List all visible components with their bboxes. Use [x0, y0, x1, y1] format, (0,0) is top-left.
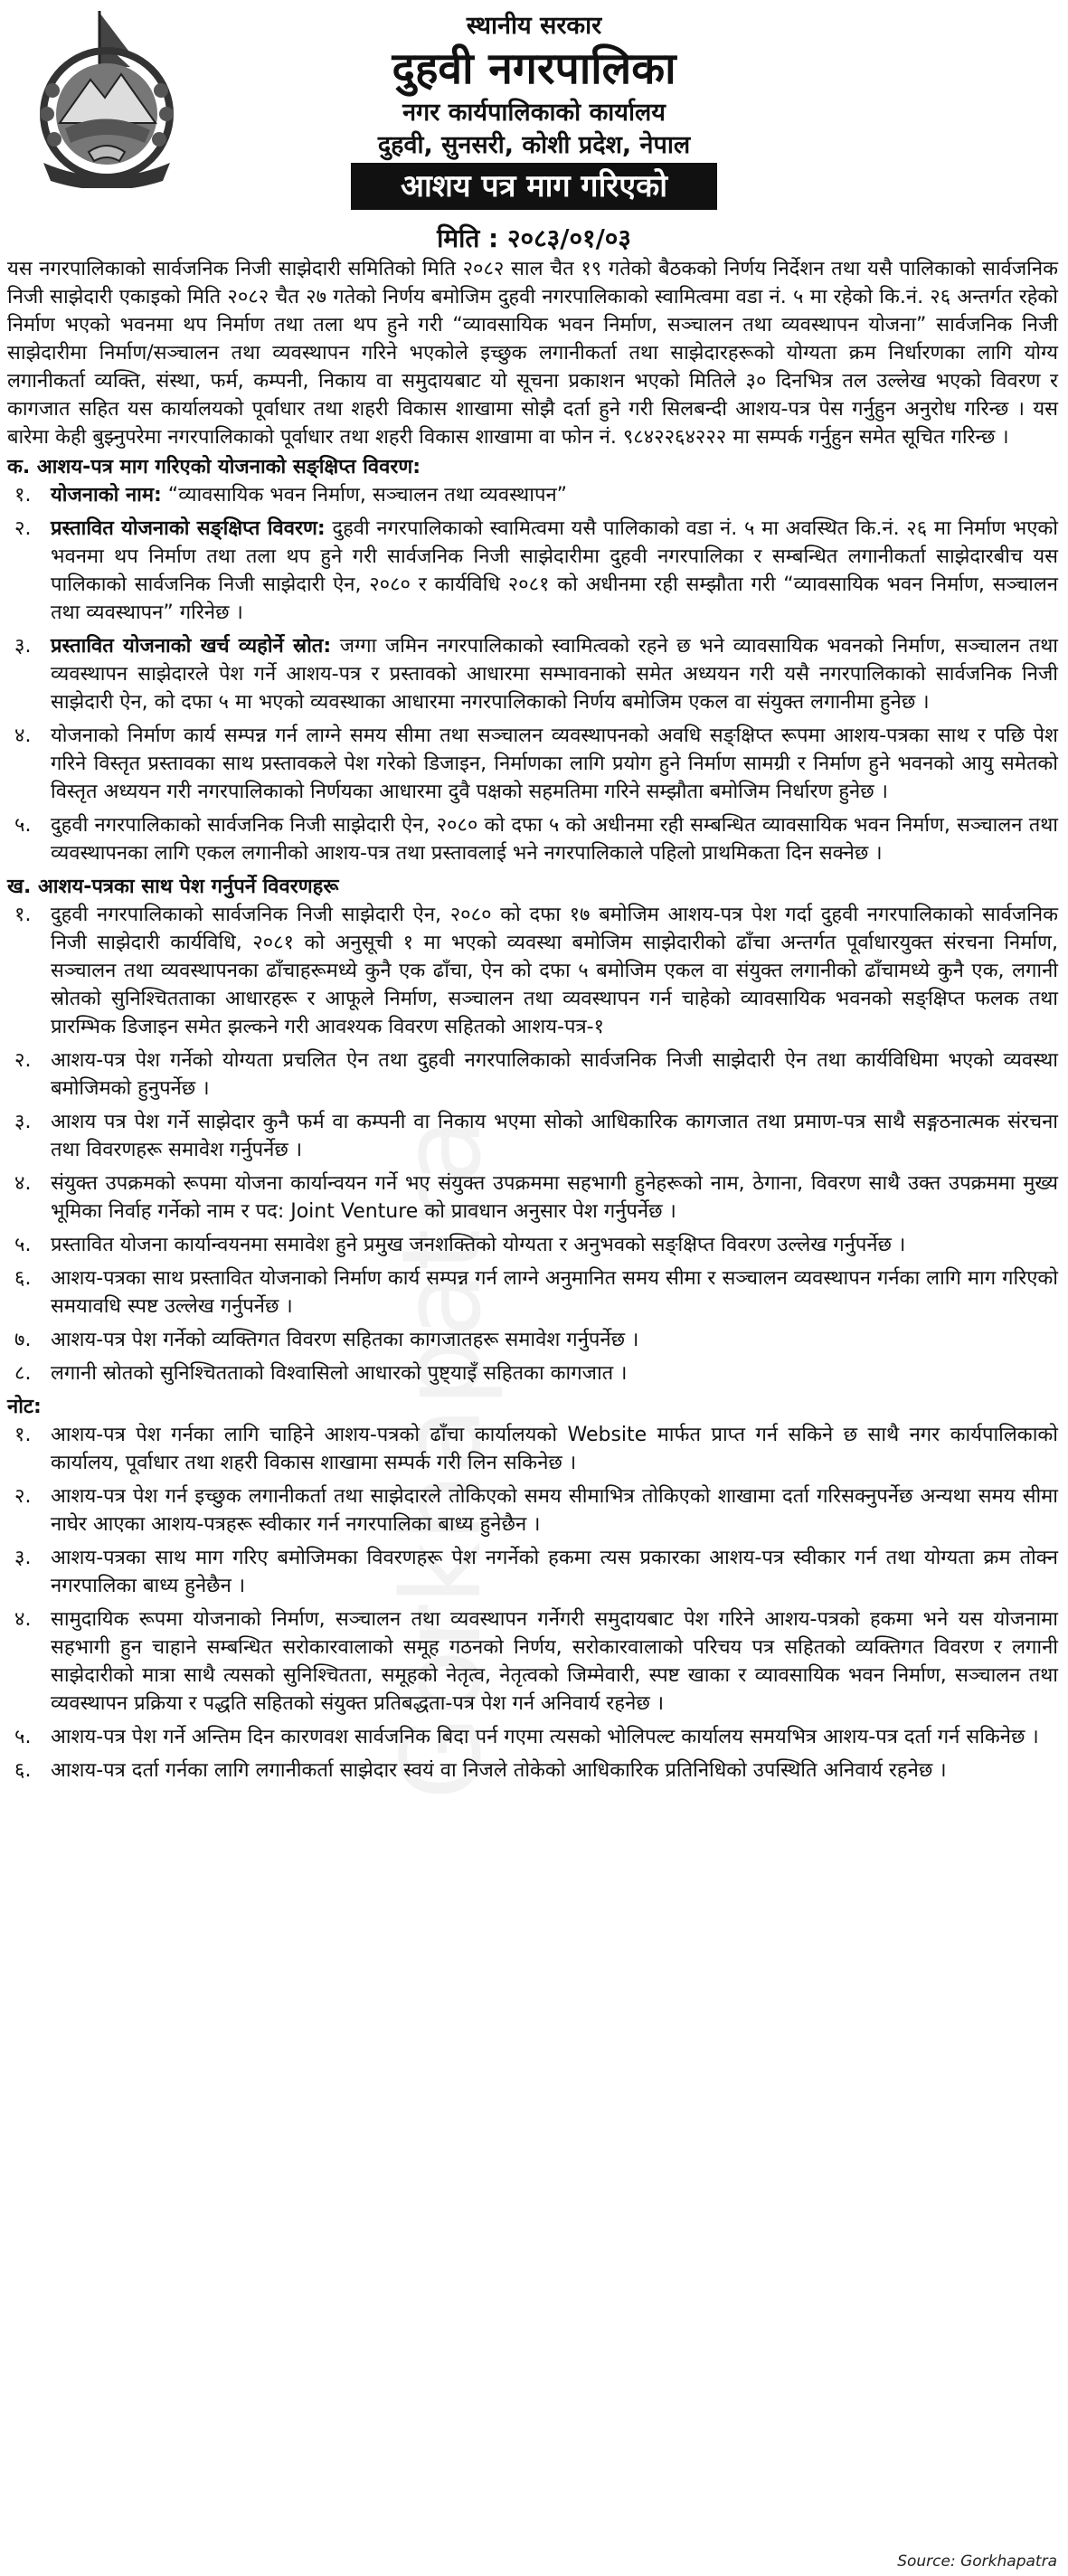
- item-text: संयुक्त उपक्रमको रूपमा योजना कार्यान्वयन गर्ने भए संयुक्त उपक्रममा सहभागी हुनेहरूको नाम, ठेगाना, विवरण साथै उक्त उपक्रममा मुख्य भूमिका निर्वाह गर्नेको नाम र पद: Joint Venture को प्रावधान अनुसार पेश गर्नुपर्नेछ ।: [51, 1172, 1058, 1223]
- item-number: २.: [14, 1485, 32, 1508]
- item-number: ३.: [14, 1547, 32, 1569]
- item-text: योजनाको निर्माण कार्य सम्पन्न गर्न लाग्ने समय सीमा तथा सञ्चालन व्यवस्थापनको अवधि सङ्क्षिप्त रूपमा आशय-पत्रका साथ र पछि पेश गरिने विस्तृत प्रस्तावका साथ प्रस्तावकले पेश गरेको डिजाइन, निर्माणका लागि प्रयोग हुने निर्माण सामग्री र निर्माण हुने भवनको आयु समेतको विस्तृत अध्ययन गरी नगरपालिकाको निर्णयका आधारमा दुवै पक्षको सहमतिमा गरिने सम्झौता बमोजिम निर्धारण हुनेछ ।: [51, 724, 1058, 803]
- section-kha-item: [7, 1231, 1058, 1259]
- section-kha-item: [7, 901, 1058, 1041]
- item-text: आशय-पत्र पेश गर्न इच्छुक लगानीकर्ता तथा साझेदारले तोकिएको समय सीमाभित्र तोकिएको शाखामा दर्ता गरिसक्नुपर्नेछ अन्यथा समय सीमा नाघेर आएका आशय-पत्रहरू स्वीकार गर्न नगरपालिका बाध्य हुनेछैन ।: [51, 1485, 1058, 1536]
- section-kha-item: [7, 1264, 1058, 1321]
- item-lead: योजनाको नाम:: [51, 484, 162, 507]
- item-text: जग्गा जमिन नगरपालिकाको स्वामित्वको रहने छ भने व्यावसायिक भवनको निर्माण, सञ्चालन तथा व्यवस्थापन साझेदारले पेश गर्ने आशय-पत्र र प्रस्तावको आधारमा सम्भावनाको समेत अध्ययन गरी यसै नगरपालिकाको सार्वजनिक निजी साझेदारी ऐन, को दफा ५ मा भएको व्यवस्थाका आधारमा नगरपालिकाको निर्णय बमोजिम एकल वा संयुक्त लगानीमा हुनेछ ।: [51, 635, 1058, 714]
- item-number: १.: [14, 904, 32, 926]
- section-ka-item: [7, 481, 1058, 509]
- section-ka-item: [7, 515, 1058, 627]
- item-text: प्रस्तावित योजना कार्यान्वयनमा समावेश हुने प्रमुख जनशक्तिको योग्यता र अनुभवको सङ्क्षिप्त विवरण उल्लेख गर्नुपर्नेछ ।: [51, 1234, 906, 1256]
- item-number: ६.: [14, 1267, 32, 1290]
- section-ka-item: [7, 722, 1058, 806]
- notice-date: मिति : २०८३/०१/०३: [437, 223, 631, 253]
- section-ka-title: क. आशय-पत्र माग गरिएको योजनाको सङ्क्षिप्त विवरण:: [7, 456, 421, 478]
- item-number: २.: [14, 1049, 32, 1072]
- item-number: ४.: [14, 1608, 32, 1631]
- section-kha-item: [7, 1046, 1058, 1103]
- note-item: [7, 1757, 1058, 1785]
- office-name: नगर कार्यपालिकाको कार्यालय: [402, 99, 666, 127]
- item-number: ६.: [14, 1759, 32, 1782]
- item-number: १.: [14, 484, 32, 507]
- item-lead: प्रस्तावित योजनाको खर्च व्यहोर्ने स्रोत:: [51, 635, 332, 658]
- item-text: आशय-पत्र पेश गर्नेको व्यक्तिगत विवरण सहितका कागजातहरू समावेश गर्नुपर्नेछ ।: [51, 1329, 639, 1351]
- intro-paragraph: यस नगरपालिकाको सार्वजनिक निजी साझेदारी समितिको मिति २०८२ साल चैत १९ गतेको बैठकको निर्णय निर्देशन तथा यसै पालिकाको सार्वजनिक निजी साझेदारी एकाइको मिति २०८२ चैत २७ गतेको निर्णय बमोजिम दुहवी नगरपालिकाको स्वामित्वमा वडा नं. ५ मा रहेको कि.नं. २६ अन्तर्गत रहेको निर्माण भएको भवनमा थप निर्माण तथा तला थप हुने गरी “व्यावसायिक भवन निर्माण, सञ्चालन तथा व्यवस्थापन योजना” सार्वजनिक निजी साझेदारीमा निर्माण/सञ्चालन तथा व्यवस्थापन गरिने भएकोले इच्छुक लगानीकर्ता तथा साझेदारहरूको योग्यता क्रम निर्धारणका लागि योग्य लगानीकर्ता व्यक्ति, संस्था, फर्म, कम्पनी, निकाय वा समुदायबाट यो सूचना प्रकाशन भएको मितिले ३० दिनभित्र तल उल्लेख भएको विवरण र कागजात सहित यस कार्यालयको पूर्वाधार तथा शहरी विकास शाखामा सोझै दर्ता हुने गरी सिलबन्दी आशय-पत्र पेस गर्नुहुन अनुरोध गरिन्छ । यस बारेमा केही बुझ्नुपरेमा नगरपालिकाको पूर्वाधार तथा शहरी विकास शाखामा वा फोन नं. ९८४२२६४२२२ मा सम्पर्क गर्नुहुन समेत सूचित गरिन्छ ।: [7, 258, 1058, 449]
- item-text: आशय-पत्र पेश गर्ने अन्तिम दिन कारणवश सार्वजनिक बिदा पर्न गएमा त्यसको भोलिपल्ट कार्यालय समयभित्र आशय-पत्र दर्ता गर्न सकिनेछ ।: [51, 1726, 1039, 1748]
- item-text: सामुदायिक रूपमा योजनाको निर्माण, सञ्चालन तथा व्यवस्थापन गर्नेगरी समुदायबाट पेश गरिने आशय-पत्रको हकमा भने यस योजनामा सहभागी हुन चाहाने सम्बन्धित सरोकारवालाको समूह गठनको निर्णय, सरोकारवालाको परिचय पत्र सहितको व्यक्तिगत विवरण र लगानी साझेदारीको मात्रा साथै त्यसको सुनिश्चितता, समूहको नेतृत्व, नेतृत्वको जिम्मेवारी, स्पष्ट खाका र व्यावसायिक भवन निर्माण, सञ्चालन तथा व्यवस्थापन प्रक्रिया र पद्धति सहितको संयुक्त प्रतिबद्धता-पत्र पेश गर्न अनिवार्य रहनेछ ।: [51, 1608, 1058, 1715]
- municipality-name: दुहवी नगरपालिका: [392, 43, 676, 94]
- item-text: दुहवी नगरपालिकाको सार्वजनिक निजी साझेदारी ऐन, २०८० को दफा १७ बमोजिम आशय-पत्र पेश गर्दा दुहवी नगरपालिकाको सार्वजनिक निजी साझेदारी कार्यविधि, २०८१ को अनुसूची १ मा भएको व्यवस्था बमोजिम साझेदारीको ढाँचा अन्तर्गत पूर्वाधारयुक्त संरचना निर्माण, सञ्चालन तथा व्यवस्थापनका ढाँचाहरूमध्ये कुनै एक ढाँचा, ऐन को दफा ५ बमोजिम एकल वा संयुक्त लगानीको ढाँचामध्ये कुनै एक, लगानी स्रोतको सुनिश्चितताका आधारहरू र आफूले निर्माण, सञ्चालन तथा व्यवस्थापन गर्न चाहेको व्यावसायिक भवनको सङ्क्षिप्त फलक तथा प्रारम्भिक डिजाइन समेत झल्कने गरी आवश्यक विवरण सहितको आशय-पत्र-१: [51, 904, 1058, 1038]
- item-number: ४.: [14, 724, 32, 747]
- item-text: लगानी स्रोतको सुनिश्चितताको विश्वासिलो आधारको पुष्ट्याइँ सहितका कागजात ।: [51, 1362, 628, 1385]
- item-number: ४.: [14, 1172, 32, 1195]
- section-kha-item: [7, 1326, 1058, 1354]
- item-number: ५.: [14, 1726, 32, 1748]
- section-kha-item: [7, 1359, 1058, 1387]
- item-text: दुहवी नगरपालिकाको स्वामित्वमा यसै पालिकाको वडा नं. ५ मा अवस्थित कि.नं. २६ मा निर्माण भएको भवनमा थप निर्माण तथा तला थप हुने गरी सार्वजनिक निजी साझेदारीमा दुहवी नगरपालिका र सम्बन्धित लगानीकर्ता साझेदारबीच यस पालिकाको सार्वजनिक निजी साझेदारी ऐन, २०८० र कार्यविधि २०८१ को अधीनमा रही सम्झौता गरी “व्यावसायिक भवन निर्माण, सञ्चालन तथा व्यवस्थापन” गरिनेछ ।: [51, 517, 1058, 624]
- item-text: आशय-पत्रका साथ प्रस्तावित योजनाको निर्माण कार्य सम्पन्न गर्न लाग्ने अनुमानित समय सीमा र सञ्चालन व्यवस्थापन गर्नका लागि माग गरिएको समयावधि स्पष्ट उल्लेख गर्नुपर्नेछ ।: [51, 1267, 1058, 1318]
- item-number: ७.: [14, 1329, 32, 1351]
- section-kha-item: [7, 1108, 1058, 1164]
- note-item: [7, 1544, 1058, 1600]
- notice-body: [7, 255, 1058, 1790]
- item-text: आशय-पत्र दर्ता गर्नका लागि लगानीकर्ता साझेदार स्वयं वा निजले तोकेको आधिकारिक प्रतिनिधिको उपस्थिति अनिवार्य रहनेछ ।: [51, 1759, 947, 1782]
- header-line-1: स्थानीय सरकार: [466, 12, 602, 40]
- section-kha-title: ख. आशय-पत्रका साथ पेश गर्नुपर्ने विवरणहरू: [7, 876, 339, 898]
- note-item: [7, 1482, 1058, 1539]
- note-item: [7, 1605, 1058, 1718]
- section-ka-item: [7, 811, 1058, 867]
- note-item: [7, 1723, 1058, 1751]
- source-credit: Source: Gorkhapatra: [897, 2552, 1057, 2571]
- item-lead: प्रस्तावित योजनाको सङ्क्षिप्त विवरण:: [51, 517, 326, 540]
- item-text: आशय-पत्रका साथ माग गरिए बमोजिमका विवरणहरू पेश नगर्नेको हकमा त्यस प्रकारका आशय-पत्र स्वीकार गर्न तथा योग्यता क्रम तोक्न नगरपालिका बाध्य हुनेछैन ।: [51, 1547, 1058, 1597]
- item-number: ३.: [14, 635, 32, 658]
- item-number: ५.: [14, 814, 32, 837]
- item-text: आशय पत्र पेश गर्ने साझेदार कुनै फर्म वा कम्पनी वा निकाय भएमा सोको आधिकारिक कागजात तथा प्रमाण-पत्र साथै सङ्गठनात्मक संरचना तथा विवरणहरू समावेश गर्नुपर्नेछ ।: [51, 1111, 1058, 1161]
- office-address: दुहवी, सुनसरी, कोशी प्रदेश, नेपाल: [377, 131, 691, 159]
- item-text: दुहवी नगरपालिकाको सार्वजनिक निजी साझेदारी ऐन, २०८० को दफा ५ को अधीनमा रही सम्बन्धित व्यावसायिक भवन निर्माण, सञ्चालन तथा व्यवस्थापनका लागि एकल लगानीको आशय-पत्र तथा प्रस्तावलाई भने नगरपालिकाले पहिलो प्राथमिकता दिन सक्नेछ ।: [51, 814, 1058, 865]
- section-ka-item: [7, 632, 1058, 716]
- item-number: ५.: [14, 1234, 32, 1256]
- section-kha-item: [7, 1170, 1058, 1226]
- item-number: २.: [14, 517, 32, 540]
- item-text: “व्यावसायिक भवन निर्माण, सञ्चालन तथा व्यवस्थापन”: [161, 484, 568, 507]
- watermark: Gorkhapatra: [380, 1117, 506, 1800]
- item-text: आशय-पत्र पेश गर्नका लागि चाहिने आशय-पत्रको ढाँचा कार्यालयको Website मार्फत प्राप्त गर्न सकिने छ साथै नगर कार्यपालिकाको कार्यालय, पूर्वाधार तथा शहरी विकास शाखामा सम्पर्क गरी लिन सकिनेछ ।: [51, 1424, 1058, 1474]
- note-item: [7, 1421, 1058, 1477]
- item-number: ३.: [14, 1111, 32, 1133]
- notice-title-banner: आशय पत्र माग गरिएको: [351, 163, 717, 210]
- item-text: आशय-पत्र पेश गर्नेको योग्यता प्रचलित ऐन तथा दुहवी नगरपालिकाको सार्वजनिक निजी साझेदारी ऐन तथा कार्यविधिमा भएको व्यवस्था बमोजिमको हुनुपर्नेछ ।: [51, 1049, 1058, 1100]
- item-number: १.: [14, 1424, 32, 1446]
- item-number: ८.: [14, 1362, 32, 1385]
- notes-title: नोट:: [7, 1396, 42, 1418]
